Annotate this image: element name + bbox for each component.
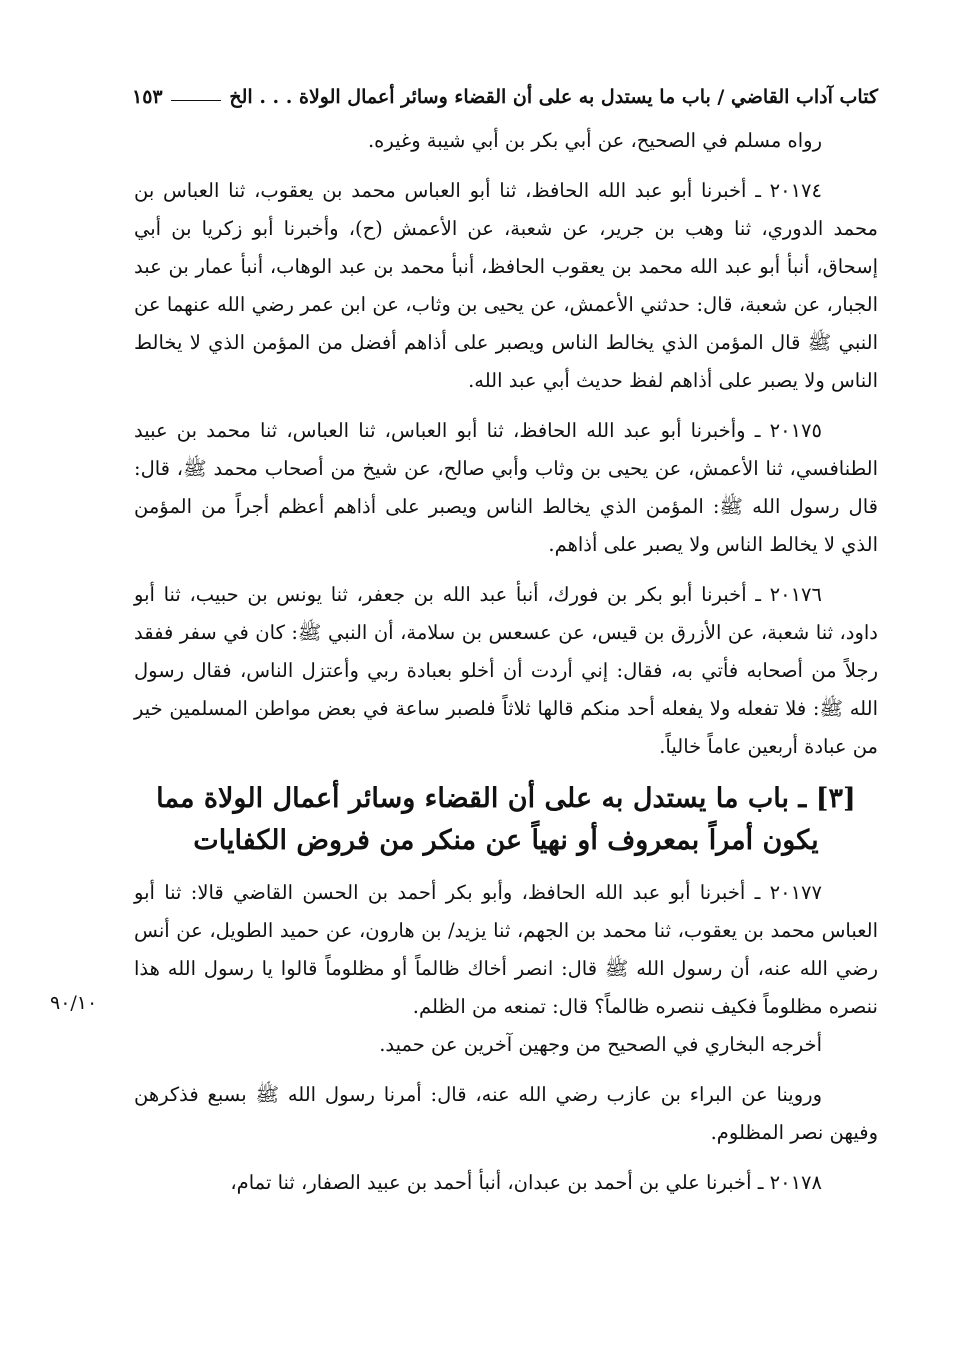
paragraph-hadith-20174: ٢٠١٧٤ ـ أخبرنا أبو عبد الله الحافظ، ثنا أبو العباس محمد بن يعقوب، ثنا العباس بن محمد الدوري، ثنا وهب بن جرير، عن شعبة، عن الأعمش (ح)، وأخبرنا أبو زكريا بن أبي إسحاق، أنبأ أبو عبد الله محمد بن يعقوب الحافظ، أنبأ محمد بن عبد الوهاب، أنبأ عمار بن عبد الجبار، عن شعبة، قال: حدثني الأعمش، عن يحيى بن وثاب، عن ابن عمر رضي الله عنهما عن النبي ﷺ قال المؤمن الذي يخالط الناس ويصبر على أذاهم أفضل من المؤمن الذي لا يخالط الناس ولا يصبر على أذاهم لفظ حديث أبي عبد الله. — [134, 179, 878, 392]
paragraph-hadith-20177: ٢٠١٧٧ ـ أخبرنا أبو عبد الله الحافظ، وأبو بكر أحمد بن الحسن القاضي قالا: ثنا أبو العباس محمد بن يعقوب، ثنا محمد بن الجهم، ثنا يزيد/ بن هارون، عن حميد الطويل، عن أنس رضي الله عنه، أن رسول الله ﷺ قال: انصر أخاك ظالماً أو مظلوماً قالوا يا رسول الله هذا ننصره مظلوماً فكيف ننصره ظالماً؟ قال: تمنعه من الظلم. — [134, 881, 878, 1018]
paragraph-narration-note: رواه مسلم في الصحيح، عن أبي بكر بن أبي شيبة وغيره. — [367, 129, 822, 152]
page-number: ١٥٣ — [132, 86, 163, 108]
paragraph-hadith-20175: ٢٠١٧٥ ـ وأخبرنا أبو عبد الله الحافظ، ثنا أبو العباس، ثنا العباس، ثنا محمد بن عبيد الطنافسي، ثنا الأعمش، عن يحيى بن وثاب وأبي صالح، عن شيخ من أصحاب محمد ﷺ، قال: قال رسول الله ﷺ: المؤمن الذي يخالط الناس ويصبر على أذاهم أعظم أجراً من المؤمن الذي لا يخالط الناس ولا يصبر على أذاهم. — [134, 419, 878, 556]
paragraph-baraa-note: وروينا عن البراء بن عازب رضي الله عنه، قال: أمرنا رسول الله ﷺ بسبع فذكرهن وفيهن نصر المظلوم. — [134, 1083, 878, 1144]
running-head-title: كتاب آداب القاضي / باب ما يستدل به على أن القضاء وسائر أعمال الولاة . . . الخ — [229, 86, 878, 108]
paragraph-bukhari-note: أخرجه البخاري في الصحيح من وجهين آخرين عن حميد. — [379, 1033, 822, 1056]
margin-note: ٩٠/١٠ — [50, 992, 98, 1014]
running-head-rule — [171, 100, 222, 101]
main-text — [134, 122, 878, 1202]
running-head — [132, 80, 878, 114]
paragraph-hadith-20178: ٢٠١٧٨ ـ أخبرنا علي بن أحمد بن عبدان، أنبأ أحمد بن عبيد الصفار، ثنا تمام، — [230, 1171, 822, 1194]
paragraph-hadith-20176: ٢٠١٧٦ ـ أخبرنا أبو بكر بن فورك، أنبأ عبد الله بن جعفر، ثنا يونس بن حبيب، ثنا أبو داود، ثنا شعبة، عن الأزرق بن قيس، عن عسعس بن سلامة، أن النبي ﷺ: كان في سفر ففقد رجلاً من أصحابه فأتي به، فقال: إني أردت أن أخلو بعبادة ربي وأعتزل الناس، فقال رسول الله ﷺ: فلا تفعله ولا يفعله أحد منكم قالها ثلاثاً فلصبر ساعة في بعض مواطن المسلمين خير من عبادة أربعين عاماً خالياً. — [134, 583, 878, 758]
section-heading: [٣] ـ باب ما يستدل به على أن القضاء وسائر أعمال الولاة مما يكون أمراً بمعروف أو نهياً عن منكر من فروض الكفايات — [156, 783, 856, 856]
